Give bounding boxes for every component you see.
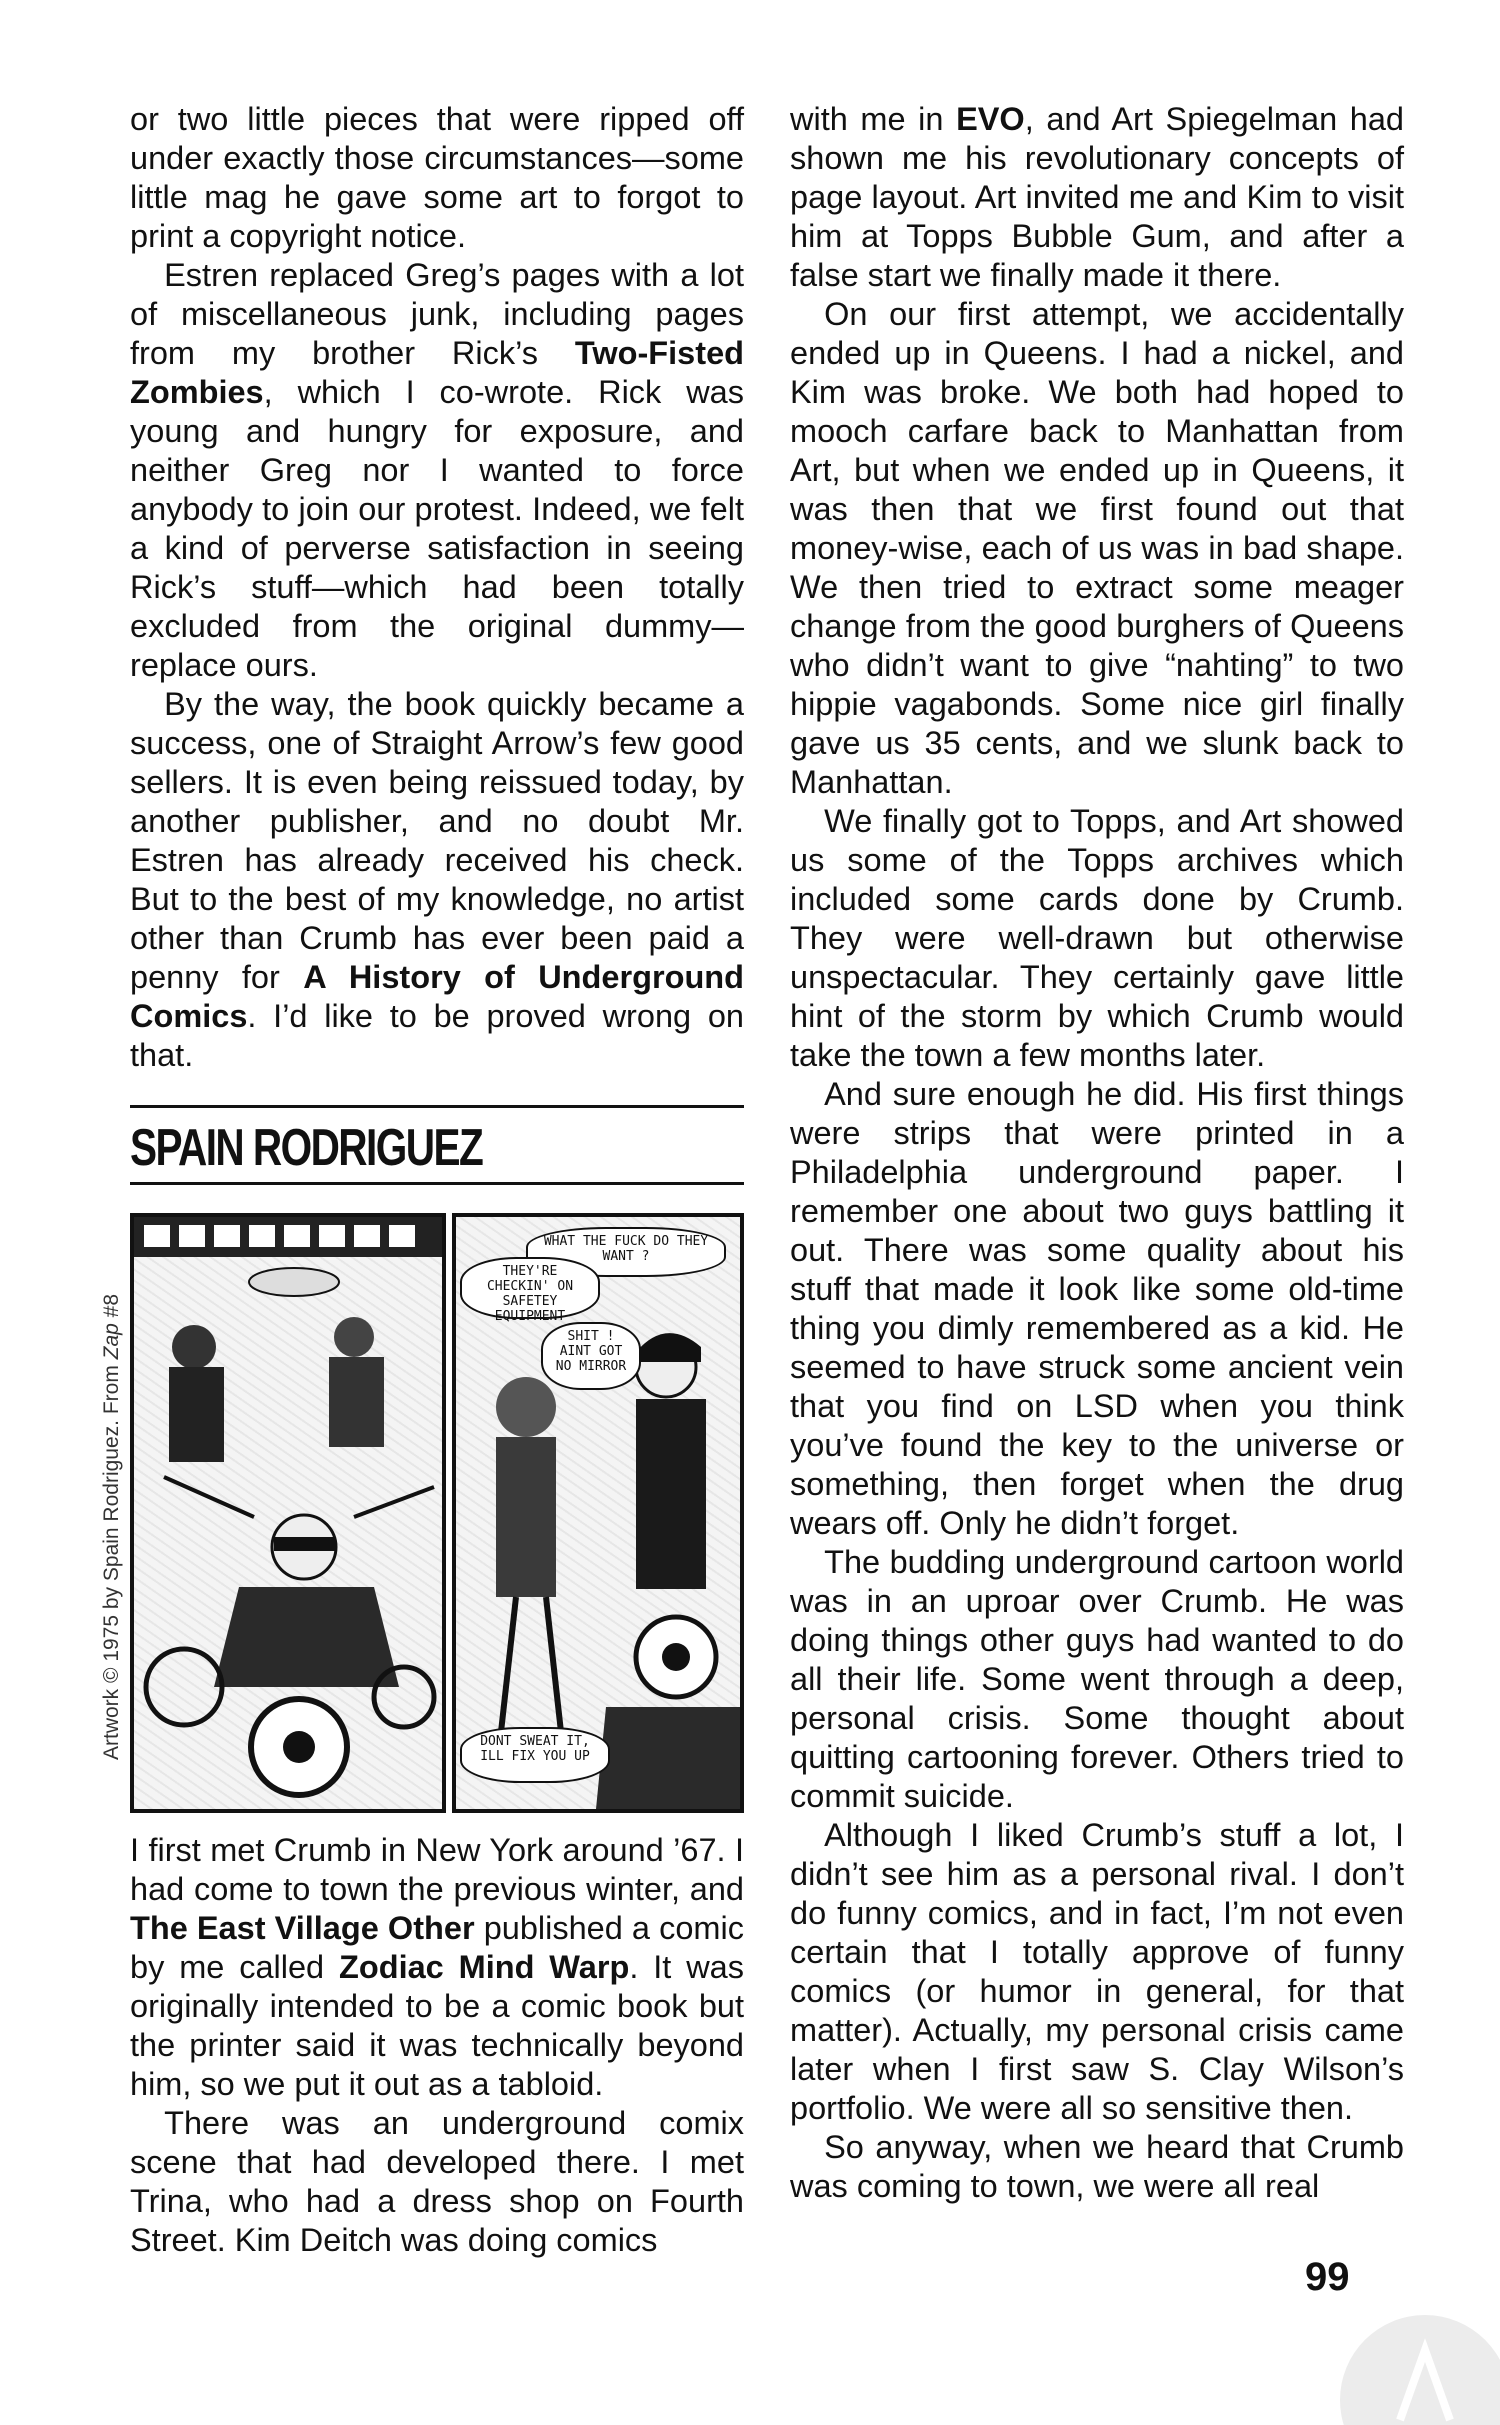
text: Estren replaced Greg’s pages with a lot of miscellaneous junk, including pages from my brother Rick’s bbox=[130, 257, 744, 371]
text: By the way, the book quickly became a success, one of Straight Arrow’s few good sellers. It is even being reissued today, by another publisher, and no doubt Mr. Estren has already received his check. But to the best of my knowledge, no artist other than Crumb has ever been paid a penny for bbox=[130, 686, 744, 995]
publication-name: EVO bbox=[956, 101, 1025, 137]
bikers-illustration bbox=[134, 1217, 442, 1809]
speech-balloon: SHIT ! AINT GOT NO MIRROR bbox=[541, 1322, 641, 1390]
publication-name: The East Village Other bbox=[130, 1910, 475, 1946]
book-title: Two-Fisted Zombies bbox=[130, 335, 744, 410]
text: I first met Crumb in New York around ’67. I had come to town the previous winter, and bbox=[130, 1832, 744, 1907]
left-column bbox=[130, 100, 744, 2260]
credit-text: Artwork © 1975 by Spain Rodriguez. From bbox=[100, 1359, 123, 1760]
comic-artwork bbox=[130, 1213, 744, 1813]
paragraph: Although I liked Crumb’s stuff a lot, I didn’t see him as a personal rival. I don’t do funny comics, and in fact, I’m not even certain that I totally approve of funny comics (or humor in general, for that matter). Actually, my personal crisis came later when I first saw S. Clay Wilson’s portfolio. We were all so sensitive then. bbox=[790, 1817, 1404, 2126]
artwork-credit bbox=[100, 1293, 124, 1760]
credit-issue: #8 bbox=[100, 1293, 123, 1324]
right-column bbox=[790, 100, 1404, 2206]
text: . I’d like to be proved wrong on that. bbox=[130, 998, 744, 1073]
paragraph bbox=[130, 256, 744, 685]
paragraph bbox=[130, 685, 744, 1075]
text: . It was originally intended to be a comic book but the printer said it was technically beyond him, so we put it out as a tabloid. bbox=[130, 1949, 744, 2102]
credit-source: Zap bbox=[100, 1323, 123, 1360]
text: published a comic by me called bbox=[130, 1910, 744, 1985]
paragraph: We finally got to Topps, and Art showed us some of the Topps archives which included some cards done by Crumb. They were well-drawn but otherwise unspectacular. They certainly gave little hint of the storm by which Crumb would take the town a few months later. bbox=[790, 803, 1404, 1073]
comic-panel-right bbox=[452, 1213, 744, 1813]
paragraph bbox=[130, 2104, 744, 2260]
heading-rule-bottom bbox=[130, 1182, 744, 1185]
paragraph: On our first attempt, we accidentally ended up in Queens. I had a nickel, and Kim was broke. We both had hoped to mooch carfare back to Manhattan from Art, but when we ended up in Queens, it was then that we first found out that money-wise, each of us was in bad shape. We then tried to extract some meager change from the good burghers of Queens who didn’t want to give “nahting” to two hippie vagabonds. Some nice girl finally gave us 35 cents, and we slunk back to Manhattan. bbox=[790, 296, 1404, 800]
book-title: A History of Underground Comics bbox=[130, 959, 744, 1034]
paragraph: And sure enough he did. His first things were strips that were printed in a Philadelphia underground paper. I remember one about two guys battling it out. There was some quality about his stuff that made it look like some old-time thing you dimly remembered as a kid. He seemed to have struck some ancient vein that you find on LSD when you think you’ve found the key to the universe or something, then forget when the drug wears off. Only he didn’t forget. bbox=[790, 1076, 1404, 1541]
speech-balloon: DONT SWEAT IT, ILL FIX YOU UP bbox=[460, 1727, 610, 1783]
text: with me in bbox=[790, 101, 957, 137]
archive-watermark-icon bbox=[1305, 2290, 1500, 2425]
page-number: 99 bbox=[1305, 2255, 1350, 2299]
text: There was an underground comix scene that had developed there. I met Trina, who had a dress shop on Fourth Street. Kim Deitch was doing comics bbox=[130, 2105, 744, 2258]
comic-panel-left bbox=[130, 1213, 446, 1813]
speech-balloon: WHAT THE FUCK DO THEY WANT ? bbox=[526, 1227, 726, 1277]
paragraph bbox=[790, 100, 1404, 295]
comic-title: Zodiac Mind Warp bbox=[339, 1949, 630, 1985]
section-heading: SPAIN RODRIGUEZ bbox=[130, 1119, 483, 1177]
heading-rule-top bbox=[130, 1105, 744, 1108]
paragraph bbox=[130, 1831, 744, 2104]
speech-balloon: THEY'RE CHECKIN' ON SAFETEY EQUIPMENT bbox=[460, 1257, 600, 1319]
text: , and Art Spiegelman had shown me his revolutionary concepts of page layout. Art invited me and Kim to visit him at Topps Bubble Gum, and after a false start we finally made it there. bbox=[790, 101, 1404, 293]
paragraph bbox=[130, 100, 744, 256]
paragraph: The budding underground cartoon world was in an uproar over Crumb. He was doing things other guys had wanted to do all their life. Some went through a deep, personal crisis. Some thought about quitting cartooning forever. Others tried to commit suicide. bbox=[790, 1544, 1404, 1814]
paragraph: So anyway, when we heard that Crumb was coming to town, we were all real bbox=[790, 2129, 1404, 2204]
text: or two little pieces that were ripped off under exactly those circumstances—some little mag he gave some art to forgot to print a copyright notice. bbox=[130, 101, 744, 254]
text: , which I co-wrote. Rick was young and hungry for exposure, and neither Greg nor I wanted to force anybody to join our protest. Indeed, we felt a kind of perverse satisfaction in seeing Rick’s stuff—which had been totally excluded from the original dummy—replace ours. bbox=[130, 374, 744, 683]
